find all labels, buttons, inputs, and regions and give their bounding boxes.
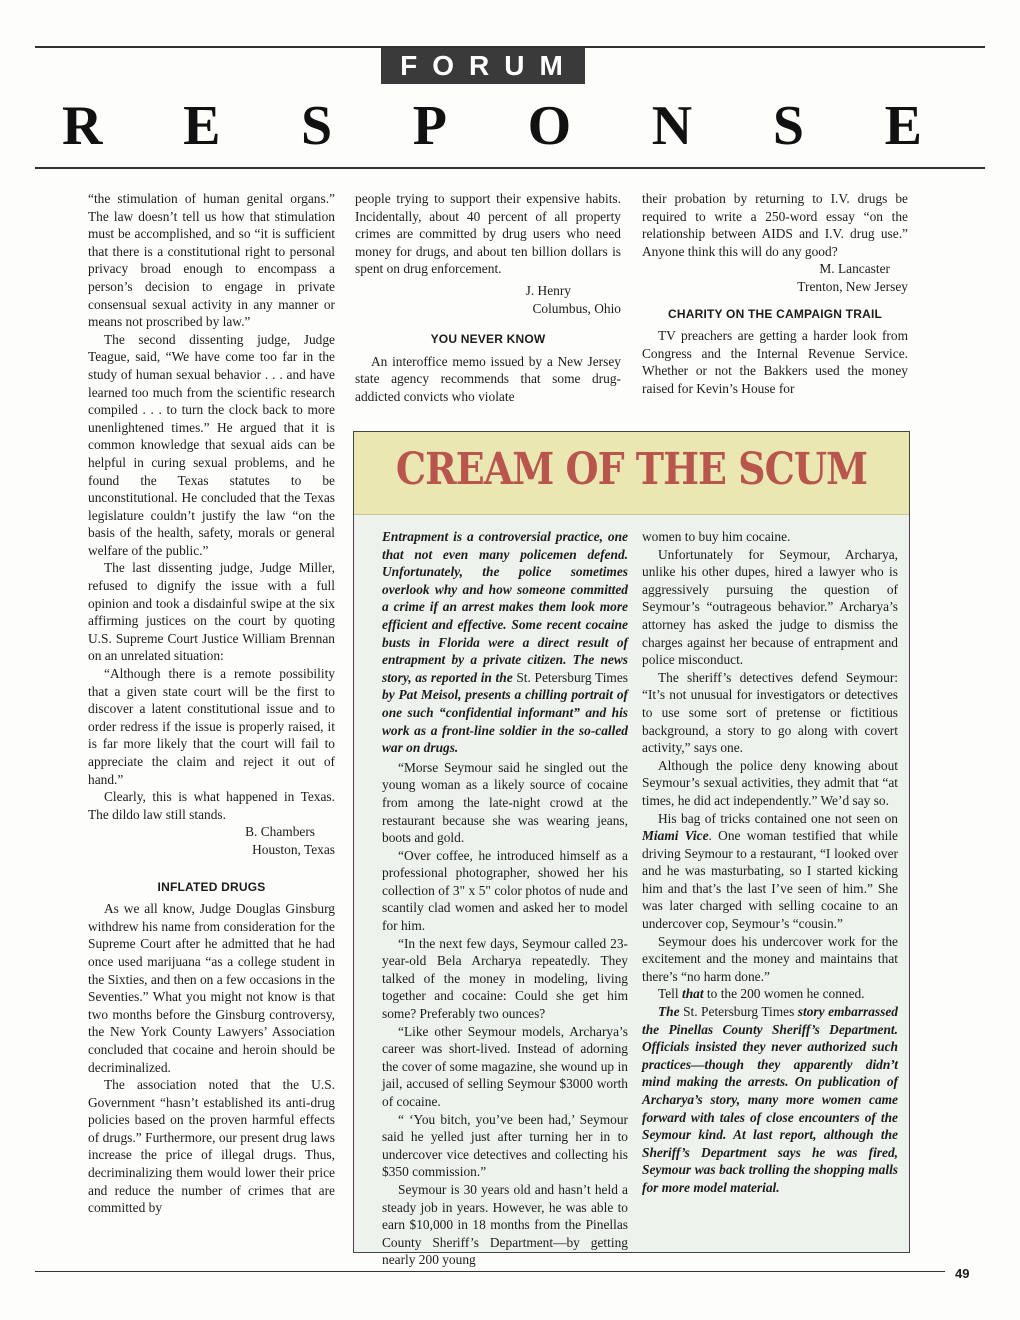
sidebar-title: CREAM OF THE SCUM [395, 442, 868, 495]
signature-name: B. Chambers [245, 824, 315, 840]
col3-paragraph: their probation by returning to I.V. drugs be required to write a 250-word essay “on the relationship between AIDS and I.V. drug use.” Anyone think this will do any good? [642, 191, 908, 259]
signature-place: Columbus, Ohio [532, 300, 621, 316]
title-letter: E [183, 95, 221, 157]
title-letter: S [301, 95, 333, 157]
title-letter: N [651, 95, 693, 157]
forum-badge: FORUM [381, 48, 585, 84]
column-3 [642, 190, 908, 398]
response-title [62, 90, 922, 162]
col1-paragraph: “Although there is a remote possibility that a given state court will be the first to discover a latent constitutional issue and to order redress if the issue is properly raised, it is far more likely that the court will fail to appreciate the claim and reject it out of hand.” [88, 666, 335, 787]
header-bottom-rule [35, 167, 985, 169]
intro-text: Entrapment is a controversial practice, one that not even many policemen defend. Unfortunately, the police sometimes overlook why and how someone committed a crime if an arrest makes them look more efficient and effective. Some recent cocaine busts in Florida were a direct result of entrapment by a private citizen. The news story, as reported in the [382, 529, 628, 685]
sidebar-column-left [382, 528, 628, 1269]
para-text: His bag of tricks contained one not seen on [658, 810, 898, 826]
page-number: 49 [955, 1266, 970, 1281]
sidebar-paragraph [642, 810, 898, 933]
sidebar-paragraph: Although the police deny knowing about Seymour’s sexual activities, they admit that “at times, he did act independently.” We’d say so. [642, 757, 898, 808]
intro-newspaper: St. Petersburg Times [516, 669, 629, 685]
col1-paragraph: The second dissenting judge, Judge Teague, said, “We have come too far in the study of human sexual behavior . . . and have learned too much from the scientific research compiled . . . to turn the clock back to more unenlightened times.” He argued that it is common knowledge that sexual aids can be helpful in curing sexual problems, and he found the Texas statutes to be unconstitutional. He concluded that the Texas legislature couldn’t justify the law “on the basis of the health, safety, morals or general welfare of the public.” [88, 331, 335, 558]
sidebar-paragraph: “ ‘You bitch, you’ve been had,’ Seymour said he yelled just after turning her in to undercover vice detectives and collecting his $350 commission.” [382, 1111, 628, 1180]
sidebar-box [353, 431, 910, 1268]
signature-name: M. Lancaster [819, 261, 890, 277]
sidebar-intro [382, 528, 628, 757]
section-heading: CHARITY ON THE CAMPAIGN TRAIL [667, 306, 883, 321]
closing-text: story embarrassed the Pinellas County Sheriff’s Department. Officials insisted they never authorized such practices—though they apparently didn’t mind making the arrests. On publication of Archarya’s story, many more women came forward with tales of close encounters of the Seymour kind. At last report, although the Sheriff’s Department says he was fired, Seymour was back trolling the shopping malls for more model material. [642, 1004, 899, 1195]
sidebar-paragraph [642, 985, 898, 1003]
column-2 [355, 190, 621, 406]
sidebar-column-right [642, 528, 898, 1197]
col1-paragraph: “the stimulation of human genital organs.” The law doesn’t tell us how that stimulation must be accomplished, and so “it is sufficient that there is a constitutional right to personal privacy broad enough to encompass a person’s decision to engage in private consensual sexual activity in any manner or means not proscribed by law.” [88, 191, 335, 330]
signature-place: Trenton, New Jersey [797, 278, 908, 294]
sidebar-closing [642, 1003, 898, 1197]
column-1 [88, 190, 335, 1217]
col1-paragraph: The last dissenting judge, Judge Miller, refused to dignify the issue with a full opinion and took a disdainful swipe at the six affirming justices on the court by quoting U.S. Supreme Court Justice William Brennan on an unrelated situation: [88, 560, 335, 664]
sidebar-paragraph: “In the next few days, Seymour called 23-year-old Bela Archarya repeatedly. They talked of the money in modeling, living together and cocaine: Could she get him some? Preferably two ounces? [382, 935, 628, 1022]
sidebar-paragraph: Seymour does his undercover work for the excitement and the money and maintains that there’s “no harm done.” [642, 933, 898, 984]
emphasis: that [681, 986, 704, 1002]
sidebar-paragraph: The sheriff’s detectives defend Seymour: “It’s not unusual for investigators or detectives to use some sort of pretense or fictitious background, a story to go along with covert activity,” says one. [642, 669, 898, 756]
closing-newspaper: St. Petersburg Times [683, 1004, 795, 1020]
title-letter: E [884, 95, 922, 157]
col1-paragraph: The association noted that the U.S. Government “hasn’t established its anti-drug policies based on the proven harmful effects of drugs.” Furthermore, our present drug laws increase the price of illegal drugs. Thus, decriminalizing them would lower their price and reduce the number of crimes that are committed by [88, 1077, 335, 1216]
sidebar-paragraph: “Over coffee, he introduced himself as a professional photographer, showed her his collection of 3" x 5" color photos of nude and scantily clad women and asked her to model for him. [382, 847, 628, 934]
section-heading: YOU NEVER KNOW [430, 332, 546, 347]
signature-place: Houston, Texas [252, 841, 335, 857]
section-heading: INFLATED DRUGS [157, 879, 266, 894]
signature-name: J. Henry [525, 282, 571, 298]
sidebar-paragraph: Unfortunately for Seymour, Archarya, unlike his other dupes, hired a lawyer who is aggressively pursuing the question of Seymour’s “outrageous behavior.” Archarya’s attorney has asked the judge to dismiss the charges against her because of entrapment and police misconduct. [642, 546, 898, 668]
para-text: to the 200 women he conned. [703, 986, 865, 1002]
para-text: . One woman testified that while driving Seymour to a restaurant, “I looked over and he was masturbating, so I started kicking him and that’s the last I’ve seen of him.” She was later charged with selling cocaine to an undercover cop, Seymour’s “cousin.” [642, 828, 898, 932]
sidebar-header [354, 432, 909, 515]
col1-paragraph: Clearly, this is what happened in Texas. The dildo law still stands. [88, 789, 335, 822]
col1-paragraph: As we all know, Judge Douglas Ginsburg withdrew his name from consideration for the Supreme Court after he admitted that he had once used marijuana “as a college student in the Sixties, and then on a few occasions in the Seventies.” What you might not know is that two months before the Ginsburg controversy, the New York County Lawyers’ Association concluded that cocaine and heroin should be decriminalized. [88, 901, 335, 1075]
col2-paragraph: people trying to support their expensive habits. Incidentally, about 40 percent of all property crimes are committed by drug users who need money for drugs, and about ten billion dollars is spent on drug enforcement. [355, 191, 621, 277]
footer-rule [35, 1271, 945, 1272]
col3-paragraph: TV preachers are getting a harder look from Congress and the Internal Revenue Service. Whether or not the Bakkers used the money raised for Kevin’s House for [642, 328, 908, 396]
sidebar-paragraph: Seymour is 30 years old and hasn’t held a steady job in years. However, he was able to earn $10,000 in 18 months from the Pinellas County Sheriff’s Department—by getting nearly 200 young [382, 1181, 628, 1268]
tv-show-title: Miami Vice [642, 828, 709, 844]
title-letter: O [527, 95, 572, 157]
title-letter: R [62, 95, 103, 157]
sidebar-paragraph: “Like other Seymour models, Archarya’s career was short-lived. Instead of adorning the cover of some magazine, she wound up in jail, accused of selling Seymour $3000 worth of cocaine. [382, 1023, 628, 1109]
sidebar-paragraph: women to buy him cocaine. [642, 529, 791, 544]
title-letter: P [412, 95, 448, 157]
title-letter: S [772, 95, 805, 157]
sidebar-paragraph: “Morse Seymour said he singled out the young woman as a likely source of cocaine from among the late-night crowd at the restaurant because she was wearing jeans, boots and gold. [382, 759, 628, 846]
intro-text: by Pat Meisol, presents a chilling portrait of one such “confidential informant” and his work as a front-line soldier in the so-called war on drugs. [382, 687, 628, 756]
para-text: Tell [658, 986, 682, 1002]
closing-text: The [658, 1004, 684, 1020]
col2-paragraph: An interoffice memo issued by a New Jersey state agency recommends that some drug-addicted convicts who violate [355, 353, 621, 404]
